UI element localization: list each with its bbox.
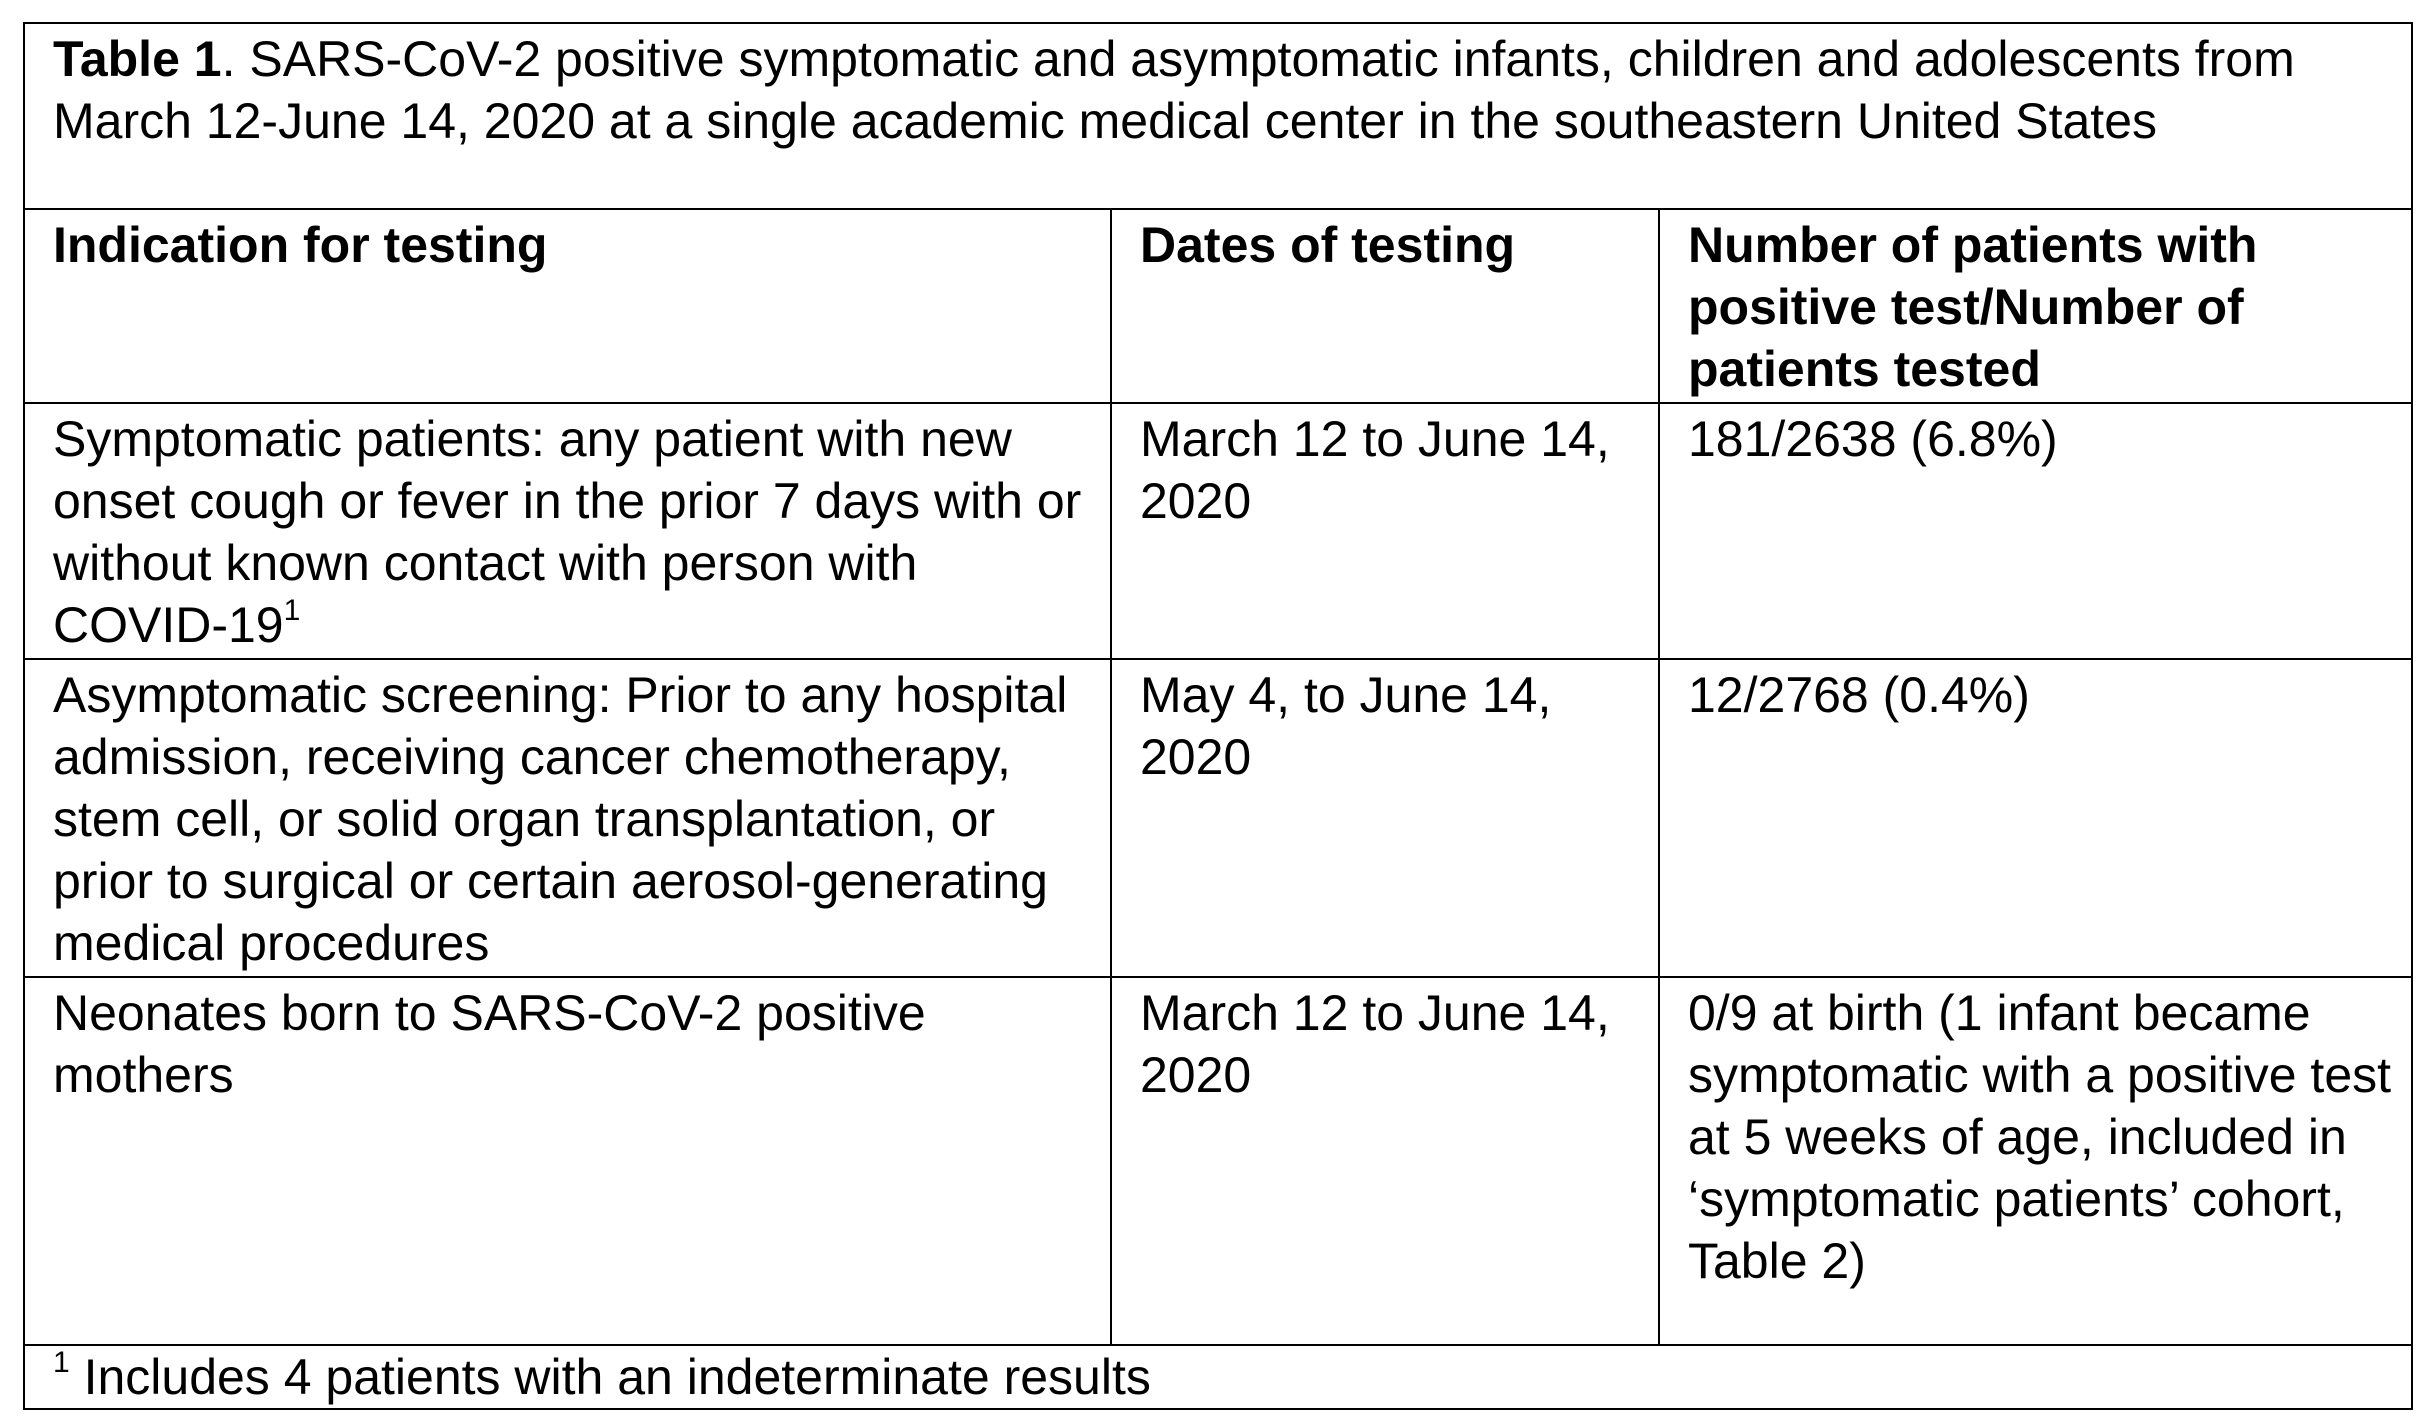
cell-indication: Asymptomatic screening: Prior to any hospital admission, receiving cancer chemotherapy, stem cell, or solid organ transplantation, or prior to surgical or certain aerosol-generating medical procedures xyxy=(24,659,1111,977)
footnote-ref: 1 xyxy=(283,594,301,627)
cell-result: 0/9 at birth (1 infant became symptomatic with a positive test at 5 weeks of age, included in ‘symptomatic patients’ cohort, Table 2) xyxy=(1659,977,2412,1345)
table-row xyxy=(24,977,2412,1345)
footnote-row xyxy=(24,1345,2412,1409)
cell-dates: May 4, to June 14, 2020 xyxy=(1111,659,1659,977)
caption-text: . SARS-CoV-2 positive symptomatic and asymptomatic infants, children and adolescents from March 12-June 14, 2020 at a single academic medical center in the southeastern United States xyxy=(53,31,2295,149)
cell-result: 12/2768 (0.4%) xyxy=(1659,659,2412,977)
table-footnote xyxy=(24,1345,2412,1409)
cell-indication xyxy=(24,403,1111,659)
footnote-marker: 1 xyxy=(53,1346,70,1379)
table-row xyxy=(24,403,2412,659)
data-table xyxy=(23,22,2413,1410)
table-row xyxy=(24,659,2412,977)
cell-dates: March 12 to June 14, 2020 xyxy=(1111,977,1659,1345)
table-caption-row xyxy=(24,23,2412,209)
header-result: Number of patients with positive test/Number of patients tested xyxy=(1659,209,2412,403)
table-container xyxy=(23,22,2411,1410)
header-indication: Indication for testing xyxy=(24,209,1111,403)
indication-text: Symptomatic patients: any patient with new onset cough or fever in the prior 7 days with or without known contact with person with COVID-19 xyxy=(53,411,1082,653)
cell-result: 181/2638 (6.8%) xyxy=(1659,403,2412,659)
header-dates: Dates of testing xyxy=(1111,209,1659,403)
footnote-text: Includes 4 patients with an indeterminate results xyxy=(69,1349,1151,1405)
header-row xyxy=(24,209,2412,403)
cell-dates: March 12 to June 14, 2020 xyxy=(1111,403,1659,659)
cell-indication: Neonates born to SARS-CoV-2 positive mothers xyxy=(24,977,1111,1345)
caption-label: Table 1 xyxy=(53,31,222,87)
table-caption xyxy=(24,23,2412,209)
